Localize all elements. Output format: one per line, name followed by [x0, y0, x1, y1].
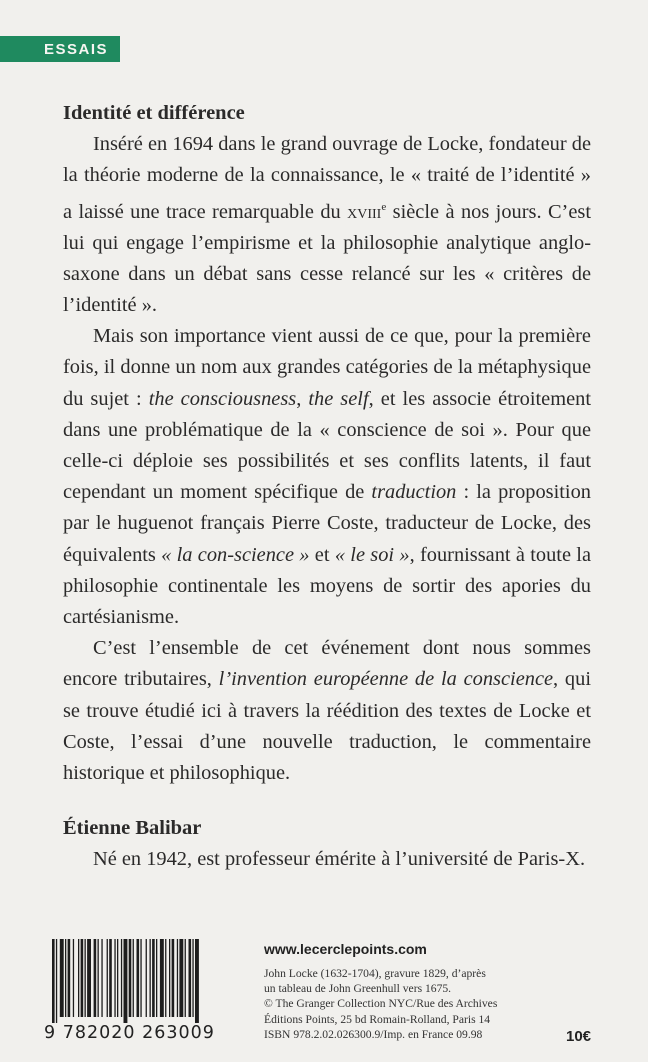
barcode-bar	[98, 939, 99, 1017]
barcode-bar	[172, 939, 175, 1017]
barcode-bar	[107, 939, 108, 1017]
author-bio: Né en 1942, est professeur émérite à l’université de Paris-X.	[93, 848, 586, 871]
barcode-bar	[121, 939, 122, 1017]
barcode-bar	[85, 939, 86, 1017]
barcode-bar	[152, 939, 155, 1017]
barcode-icon	[44, 939, 249, 1023]
back-cover-text	[63, 98, 591, 876]
barcode-bar	[137, 939, 140, 1017]
barcode-bar	[65, 939, 66, 1017]
barcode-bar	[195, 939, 199, 1023]
barcode-bar	[81, 939, 84, 1017]
author-name: Étienne Balibar	[63, 817, 202, 840]
barcode-bar	[133, 939, 134, 1017]
credit-line: ISBN 978.2.02.026300.9/Imp. en France 09.98	[264, 1027, 483, 1041]
barcode-bar	[189, 939, 192, 1017]
barcode-bar	[87, 939, 91, 1017]
barcode-bar	[146, 939, 147, 1017]
barcode-bar	[185, 939, 186, 1017]
barcode-bar	[160, 939, 164, 1017]
barcode-number: 9 782020 263009	[44, 1023, 215, 1043]
barcode-bar	[140, 939, 141, 1017]
barcode-bar	[56, 939, 57, 1023]
barcode-bar	[117, 939, 118, 1017]
barcode-bar	[78, 939, 79, 1017]
section-heading: Identité et différence	[63, 102, 245, 124]
credit-line: un tableau de John Greenhull vers 1675.	[264, 982, 452, 996]
barcode-bar	[52, 939, 55, 1023]
barcode-bar	[177, 939, 178, 1017]
barcode-bar	[192, 939, 193, 1017]
barcode-bar	[165, 939, 166, 1017]
barcode-bar	[94, 939, 97, 1017]
credit-line: © The Granger Collection NYC/Rue des Archives	[264, 997, 498, 1011]
credit-line: John Locke (1632-1704), gravure 1829, d’après	[264, 967, 486, 980]
barcode-bar	[169, 939, 170, 1017]
paragraph-3: C’est l’ensemble de cet événement dont nous sommes encore tributaires, l’invention européenne de la conscience, qui se trouve étudié ici à travers la réédition des textes de Locke et Coste, l’essai d’une nouvelle traduction, le commentaire historique et philosophique.	[63, 637, 591, 785]
credit-line: Éditions Points, 25 bd Romain-Rolland, Paris 14	[264, 1012, 491, 1026]
isbn-barcode	[44, 939, 249, 1053]
publisher-website[interactable]: www.lecerclepoints.com	[264, 941, 427, 957]
barcode-bar	[114, 939, 115, 1017]
barcode-bar	[150, 939, 151, 1017]
price: 10€	[566, 1028, 592, 1045]
barcode-bar	[109, 939, 112, 1017]
barcode-bar	[73, 939, 74, 1017]
paragraph-2: Mais son importance vient aussi de ce que, pour la première fois, il donne un nom aux grandes catégories de la métaphysique du sujet : the consciousness, the self, et les associe étroitement dans une problématique de la « conscience de soi ». Pour que celle-ci déploie ses possibilités et ses conflits latents, il faut cependant un moment spécifique de traduction : la proposition par le huguenot français Pierre Coste, traducteur de Locke, des équivalents « la con-science » et « le soi », fournissant à toute la philosophie continentale les moyens de sortir des apories du cartésianisme.	[63, 325, 591, 629]
barcode-bar	[101, 939, 102, 1017]
barcode-bar	[60, 939, 64, 1017]
paragraph-1: Inséré en 1694 dans le grand ouvrage de Locke, fondateur de la théorie moderne de la connaissance, le « traité de l’identité » a laissé une trace remarquable du xviii$^e$ siècle à nos jours. C’est lui qui engage l’empirisme et la philosophie analytique anglo-saxone dans un débat sans cesse relancé sur les « critères de l’identité ».	[63, 133, 591, 317]
image-credits	[264, 966, 564, 1042]
barcode-bar	[129, 939, 132, 1017]
barcode-bar	[179, 939, 183, 1017]
barcode-bar	[68, 939, 71, 1017]
series-tag: ESSAIS	[0, 36, 120, 62]
barcode-bar	[124, 939, 128, 1023]
barcode-bar	[156, 939, 157, 1017]
